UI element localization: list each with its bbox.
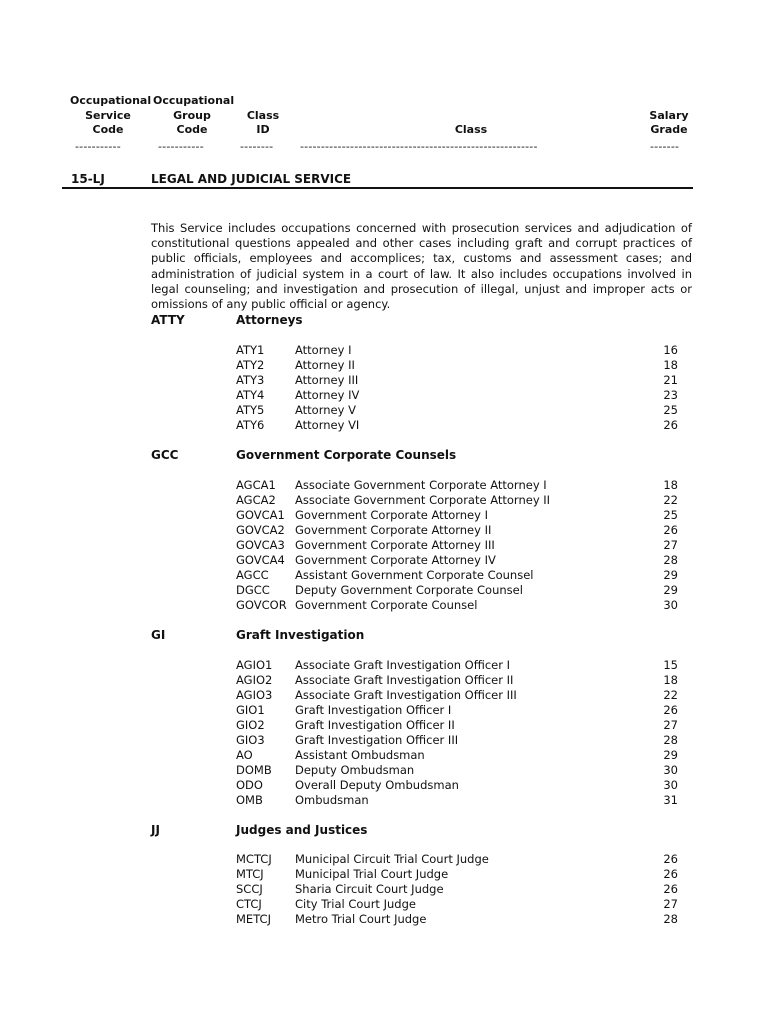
class-id: DGCC [236, 583, 270, 597]
header-divider-3: -------- [240, 140, 274, 153]
class-row [0, 388, 768, 403]
class-title: Associate Government Corporate Attorney I [295, 478, 547, 492]
class-title: Municipal Trial Court Judge [295, 867, 449, 881]
class-row [0, 852, 768, 867]
salary-grade: 26 [663, 523, 678, 537]
class-id: AGCA2 [236, 493, 276, 507]
class-title: Attorney IV [295, 388, 360, 402]
class-title: Associate Government Corporate Attorney II [295, 493, 551, 507]
class-title: Municipal Circuit Trial Court Judge [295, 852, 489, 866]
class-id: ATY2 [236, 358, 265, 372]
class-title: Overall Deputy Ombudsman [295, 778, 459, 792]
class-row [0, 553, 768, 568]
class-title: Attorney V [295, 403, 356, 417]
class-title: Attorney I [295, 343, 352, 357]
class-row [0, 598, 768, 613]
salary-grade: 18 [663, 478, 678, 492]
header-class: Class [454, 123, 488, 136]
header-salary-grade: Salary Grade [649, 108, 689, 136]
class-id: MTCJ [236, 867, 264, 881]
header-class-id: Class ID [246, 108, 280, 136]
class-row [0, 793, 768, 808]
class-row [0, 373, 768, 388]
salary-grade: 29 [663, 748, 678, 762]
class-id: ATY4 [236, 388, 265, 402]
group-name: Attorneys [236, 313, 303, 327]
class-id: AGIO3 [236, 688, 273, 702]
group-name: Graft Investigation [236, 628, 365, 642]
class-id: ATY3 [236, 373, 265, 387]
class-title: Government Corporate Attorney IV [295, 553, 496, 567]
class-row [0, 867, 768, 882]
class-title: Associate Graft Investigation Officer III [295, 688, 517, 702]
class-row [0, 688, 768, 703]
class-id: GOVCA1 [236, 508, 285, 522]
class-title: Government Corporate Attorney I [295, 508, 488, 522]
class-row [0, 478, 768, 493]
group-name: Government Corporate Counsels [236, 448, 457, 462]
service-code: 15-LJ [71, 172, 105, 186]
class-id: GIO2 [236, 718, 265, 732]
salary-grade: 18 [663, 358, 678, 372]
salary-grade: 30 [663, 778, 678, 792]
class-row [0, 403, 768, 418]
salary-grade: 31 [663, 793, 678, 807]
header-divider-2: ----------- [158, 140, 204, 153]
class-id: AGIO1 [236, 658, 273, 672]
salary-grade: 25 [663, 403, 678, 417]
group-code: JJ [151, 823, 160, 837]
header-divider-4: --------------------------------------------------------- [300, 140, 538, 153]
class-title: Government Corporate Attorney III [295, 538, 495, 552]
class-row [0, 508, 768, 523]
salary-grade: 23 [663, 388, 678, 402]
class-row [0, 493, 768, 508]
class-id: GOVCOR [236, 598, 287, 612]
class-id: MCTCJ [236, 852, 272, 866]
class-row [0, 703, 768, 718]
class-row [0, 673, 768, 688]
class-row [0, 733, 768, 748]
salary-grade: 26 [663, 703, 678, 717]
class-row [0, 583, 768, 598]
group-code: ATTY [151, 313, 185, 327]
salary-grade: 29 [663, 568, 678, 582]
class-row [0, 718, 768, 733]
class-id: AO [236, 748, 253, 762]
class-id: ODO [236, 778, 263, 792]
class-title: Graft Investigation Officer II [295, 718, 455, 732]
class-id: GOVCA3 [236, 538, 285, 552]
class-row [0, 523, 768, 538]
header-divider-1: ----------- [75, 140, 121, 153]
salary-grade: 27 [663, 718, 678, 732]
salary-grade: 25 [663, 508, 678, 522]
class-title: Government Corporate Counsel [295, 598, 478, 612]
class-title: Government Corporate Attorney II [295, 523, 492, 537]
salary-grade: 29 [663, 583, 678, 597]
class-id: SCCJ [236, 882, 263, 896]
group-name: Judges and Justices [236, 823, 368, 837]
class-title: Sharia Circuit Court Judge [295, 882, 444, 896]
class-title: Deputy Ombudsman [295, 763, 415, 777]
class-id: ATY1 [236, 343, 265, 357]
class-row [0, 778, 768, 793]
class-row [0, 897, 768, 912]
class-title: Associate Graft Investigation Officer I [295, 658, 511, 672]
service-name: LEGAL AND JUDICIAL SERVICE [151, 172, 352, 186]
salary-grade: 26 [663, 418, 678, 432]
salary-grade: 22 [663, 688, 678, 702]
class-row [0, 658, 768, 673]
class-id: AGCA1 [236, 478, 276, 492]
class-title: Attorney III [295, 373, 359, 387]
salary-grade: 27 [663, 538, 678, 552]
class-row [0, 748, 768, 763]
salary-grade: 27 [663, 897, 678, 911]
class-id: DOMB [236, 763, 272, 777]
class-row [0, 568, 768, 583]
salary-grade: 15 [663, 658, 678, 672]
class-row [0, 882, 768, 897]
group-code: GCC [151, 448, 179, 462]
salary-grade: 22 [663, 493, 678, 507]
class-title: Assistant Ombudsman [295, 748, 425, 762]
class-row [0, 912, 768, 927]
salary-grade: 28 [663, 553, 678, 567]
class-id: METCJ [236, 912, 271, 926]
header-divider-5: ------- [650, 140, 680, 153]
salary-grade: 18 [663, 673, 678, 687]
class-title: Deputy Government Corporate Counsel [295, 583, 523, 597]
class-title: Graft Investigation Officer I [295, 703, 452, 717]
group-code: GI [151, 628, 166, 642]
class-id: OMB [236, 793, 263, 807]
service-description: This Service includes occupations concerned with prosecution services and adjudication of constitutional questions appealed and other cases including graft and corrupt practices of public officials, employees and accomplices; tax, customs and assessment cases; and administration of judicial system in a court of law. It also includes occupations involved in legal counseling; and investigation and prosecution of illegal, unjust and improper acts or omissions of any public official or agency. [151, 221, 692, 312]
class-title: Attorney VI [295, 418, 360, 432]
section-rule [62, 187, 693, 189]
class-row [0, 343, 768, 358]
class-id: ATY6 [236, 418, 265, 432]
salary-grade: 30 [663, 598, 678, 612]
salary-grade: 16 [663, 343, 678, 357]
class-title: Assistant Government Corporate Counsel [295, 568, 534, 582]
class-id: GIO3 [236, 733, 265, 747]
class-id: CTCJ [236, 897, 262, 911]
salary-grade: 21 [663, 373, 678, 387]
salary-grade: 28 [663, 912, 678, 926]
class-row [0, 418, 768, 433]
salary-grade: 30 [663, 763, 678, 777]
class-id: GOVCA4 [236, 553, 285, 567]
salary-grade: 28 [663, 733, 678, 747]
header-occupational-service-code: Occupational Service Code [70, 94, 152, 136]
class-row [0, 358, 768, 373]
class-id: AGCC [236, 568, 269, 582]
class-title: Attorney II [295, 358, 355, 372]
class-row [0, 538, 768, 553]
class-title: City Trial Court Judge [295, 897, 416, 911]
class-title: Ombudsman [295, 793, 369, 807]
salary-grade: 26 [663, 867, 678, 881]
class-id: AGIO2 [236, 673, 273, 687]
class-title: Metro Trial Court Judge [295, 912, 427, 926]
class-title: Graft Investigation Officer III [295, 733, 459, 747]
header-occupational-group-code: Occupational Group Code [153, 94, 235, 136]
class-id: ATY5 [236, 403, 265, 417]
class-id: GOVCA2 [236, 523, 285, 537]
class-id: GIO1 [236, 703, 265, 717]
class-title: Associate Graft Investigation Officer II [295, 673, 514, 687]
class-row [0, 763, 768, 778]
salary-grade: 26 [663, 882, 678, 896]
salary-grade: 26 [663, 852, 678, 866]
